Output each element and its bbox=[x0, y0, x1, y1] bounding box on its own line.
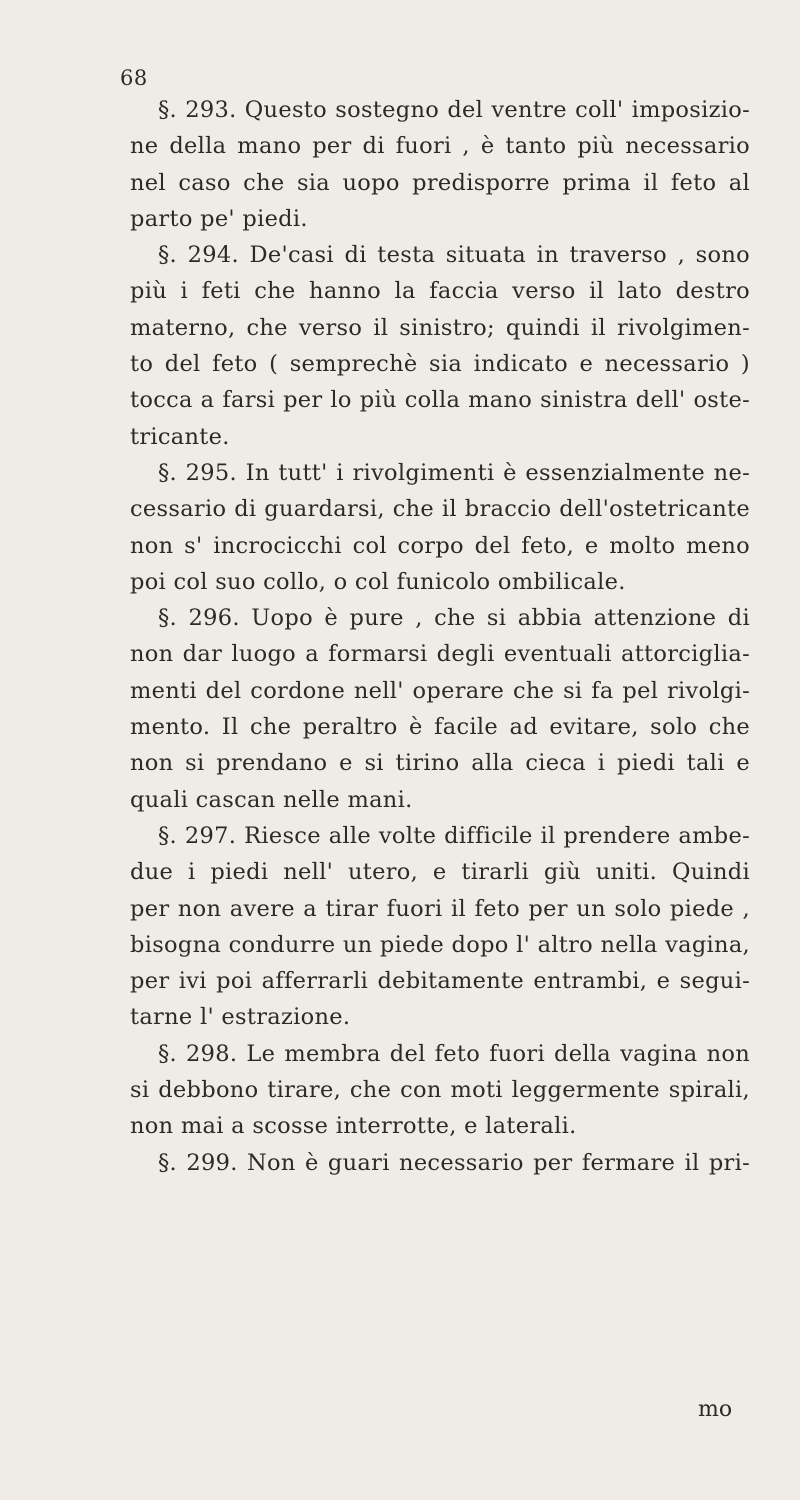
paragraph-299 bbox=[130, 1145, 750, 1181]
page-number: 68 bbox=[120, 66, 148, 90]
paragraph-294 bbox=[130, 237, 750, 455]
text-line: bisogna condurre un piede dopo l' altro nella vagina, bbox=[130, 931, 750, 958]
text-line: mento. Il che peraltro è facile ad evitare, solo che bbox=[130, 714, 750, 741]
text-line: §. 293. Questo sostegno del ventre coll' imposizio- bbox=[158, 97, 750, 123]
text-line: ne della mano per di fuori , è tanto più necessario bbox=[130, 133, 750, 160]
paragraph-298 bbox=[130, 1036, 750, 1145]
paragraph-295 bbox=[130, 455, 750, 600]
text-block bbox=[130, 92, 750, 1181]
paragraph-297 bbox=[130, 818, 750, 1036]
text-line: parto pe' piedi. bbox=[130, 205, 308, 232]
text-line: per non avere a tirar fuori il feto per un solo piede , bbox=[130, 895, 750, 922]
text-line: poi col suo collo, o col funicolo ombilicale. bbox=[130, 568, 626, 595]
text-line: non dar luogo a formarsi degli eventuali attorciglia- bbox=[130, 641, 750, 668]
text-line: due i piedi nell' utero, e tirarli giù uniti. Quindi bbox=[130, 859, 750, 886]
text-line: §. 299. Non è guari necessario per fermare il pri- bbox=[158, 1149, 750, 1176]
text-line: quali cascan nelle mani. bbox=[130, 786, 413, 813]
text-line: si debbono tirare, che con moti leggermente spirali, bbox=[130, 1077, 750, 1104]
text-line: to del feto ( semprechè sia indicato e necessario ) bbox=[130, 351, 750, 378]
text-line: §. 297. Riesce alle volte difficile il prendere ambe- bbox=[158, 822, 750, 849]
text-line: cessario di guardarsi, che il braccio dell'ostetricante bbox=[130, 496, 750, 523]
paragraph-293 bbox=[130, 92, 750, 237]
text-line: materno, che verso il sinistro; quindi il rivolgimen- bbox=[130, 314, 750, 341]
text-line: per ivi poi afferrarli debitamente entrambi, e segui- bbox=[130, 968, 750, 995]
text-line: §. 295. In tutt' i rivolgimenti è essenzialmente ne- bbox=[158, 459, 750, 486]
text-line: §. 296. Uopo è pure , che si abbia attenzione di bbox=[158, 605, 750, 632]
text-line: tarne l' estrazione. bbox=[130, 1004, 351, 1031]
text-line: §. 294. De'casi di testa situata in traverso , sono bbox=[158, 242, 750, 269]
text-line: nel caso che sia uopo predisporre prima il feto al bbox=[130, 169, 750, 196]
text-line: tricante. bbox=[130, 423, 230, 450]
text-line: menti del cordone nell' operare che si fa pel rivolgi- bbox=[130, 677, 750, 704]
catchword: mo bbox=[698, 1397, 733, 1422]
text-line: più i feti che hanno la faccia verso il lato destro bbox=[130, 278, 750, 305]
text-line: §. 298. Le membra del feto fuori della vagina non bbox=[158, 1040, 750, 1067]
text-line: tocca a farsi per lo più colla mano sinistra dell' oste- bbox=[130, 387, 750, 414]
text-line: non mai a scosse interrotte, e laterali. bbox=[130, 1113, 577, 1140]
paragraph-296 bbox=[130, 600, 750, 818]
text-line: non s' incrocicchi col corpo del feto, e molto meno bbox=[130, 532, 750, 559]
text-line: non si prendano e si tirino alla cieca i piedi tali e bbox=[130, 750, 750, 777]
